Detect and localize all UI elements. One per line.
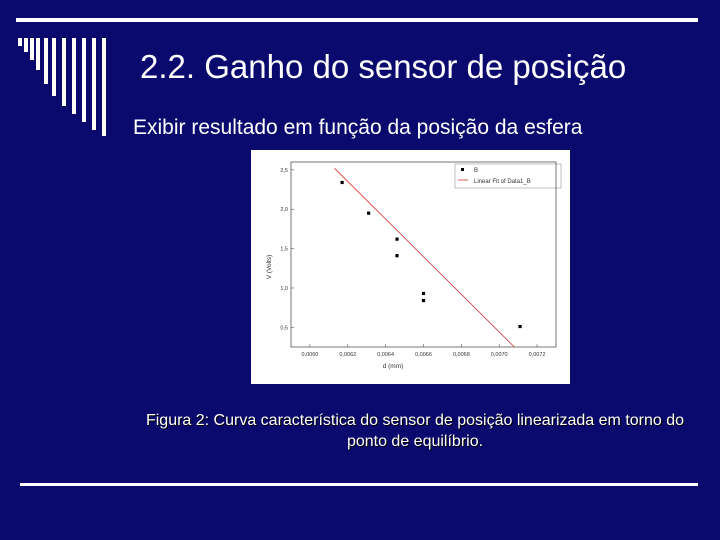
bottom-rule	[20, 483, 698, 486]
x-tick-label: 0,0062	[339, 352, 357, 358]
data-point	[422, 292, 425, 295]
x-axis-title: d (mm)	[382, 363, 404, 370]
y-tick-label: 0,5	[280, 325, 288, 332]
legend-label-b: B	[474, 168, 479, 174]
legend-label-fit: Linear Fit of Data1_B	[474, 179, 531, 185]
y-axis-title: V (Volts)	[266, 254, 273, 280]
figure-caption: Figura 2: Curva característica do sensor de posição linearizada em torno do ponto de equilíbrio.	[145, 412, 685, 450]
data-point	[395, 254, 398, 257]
slide-title: 2.2. Ganho do sensor de posição	[140, 48, 627, 85]
y-tick-label: 1,5	[280, 246, 288, 253]
legend-marker-b	[461, 168, 464, 171]
legend	[455, 164, 561, 188]
decorative-stripes	[16, 26, 136, 136]
x-tick-label: 0,0064	[377, 352, 395, 358]
x-tick-label: 0,0066	[415, 352, 432, 358]
x-tick-label: 0,0068	[452, 352, 470, 358]
top-rule	[16, 18, 698, 22]
x-tick-label: 0,0072	[528, 352, 546, 358]
data-point	[367, 212, 370, 215]
plot-frame	[291, 162, 556, 347]
slide-subtitle: Exibir resultado em função da posição da esfera	[133, 116, 583, 139]
linear-fit-line	[335, 168, 515, 347]
data-point	[341, 181, 344, 184]
data-point	[518, 325, 521, 328]
data-point	[422, 299, 425, 302]
y-tick-label: 1,0	[280, 285, 288, 292]
y-tick-label: 2,0	[280, 207, 288, 214]
chart-panel	[251, 150, 570, 384]
scatter-chart	[251, 150, 570, 384]
x-tick-label: 0,0070	[490, 352, 508, 358]
data-point	[395, 238, 398, 241]
x-tick-label: 0,0060	[301, 352, 319, 358]
y-tick-label: 2,5	[280, 167, 288, 174]
